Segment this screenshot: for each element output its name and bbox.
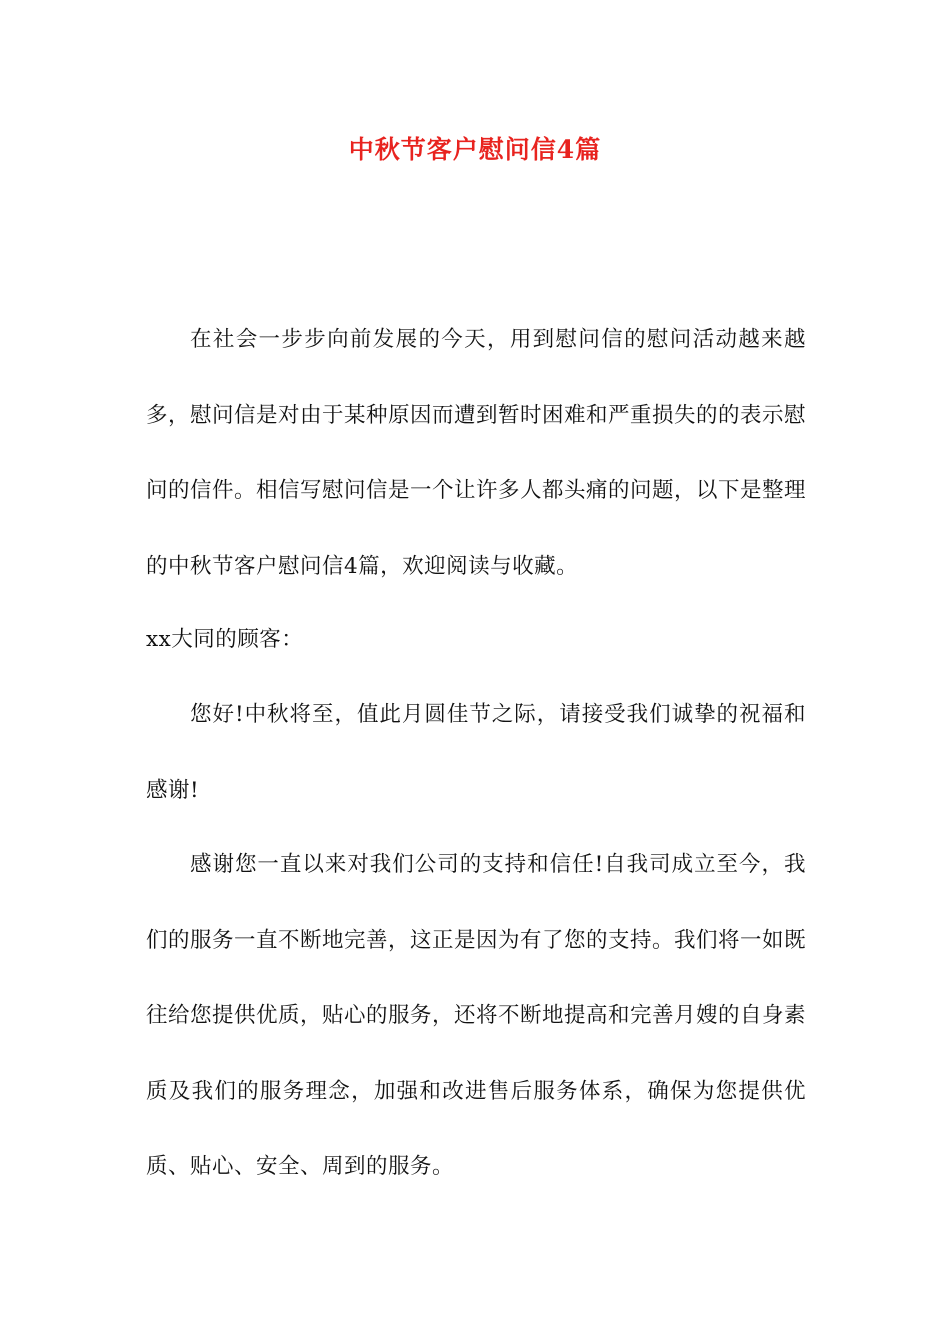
- document-title: 中秋节客户慰问信4篇: [348, 135, 602, 164]
- salutation: xx大同的顾客：: [146, 627, 304, 652]
- body-paragraph: 感谢您一直以来对我们公司的支持和信任!自我司成立至今，我们的服务一直不断地完善，这正是因为有了您的支持。我们将一如既往给您提供优质，贴心的服务，还将不断地提高和完善月嫂的自身素质及我们的服务理念，加强和改进售后服务体系，确保为您提供优质、贴心、安全、周到的服务。: [146, 852, 807, 1179]
- intro-paragraph: 在社会一步步向前发展的今天，用到慰问信的慰问活动越来越多，慰问信是对由于某种原因而遭到暂时困难和严重损失的的表示慰问的信件。相信写慰问信是一个让许多人都头痛的问题，以下是整理的中秋节客户慰问信4篇，欢迎阅读与收藏。: [146, 327, 807, 579]
- greeting-paragraph: 您好!中秋将至，值此月圆佳节之际，请接受我们诚挚的祝福和感谢!: [146, 702, 806, 803]
